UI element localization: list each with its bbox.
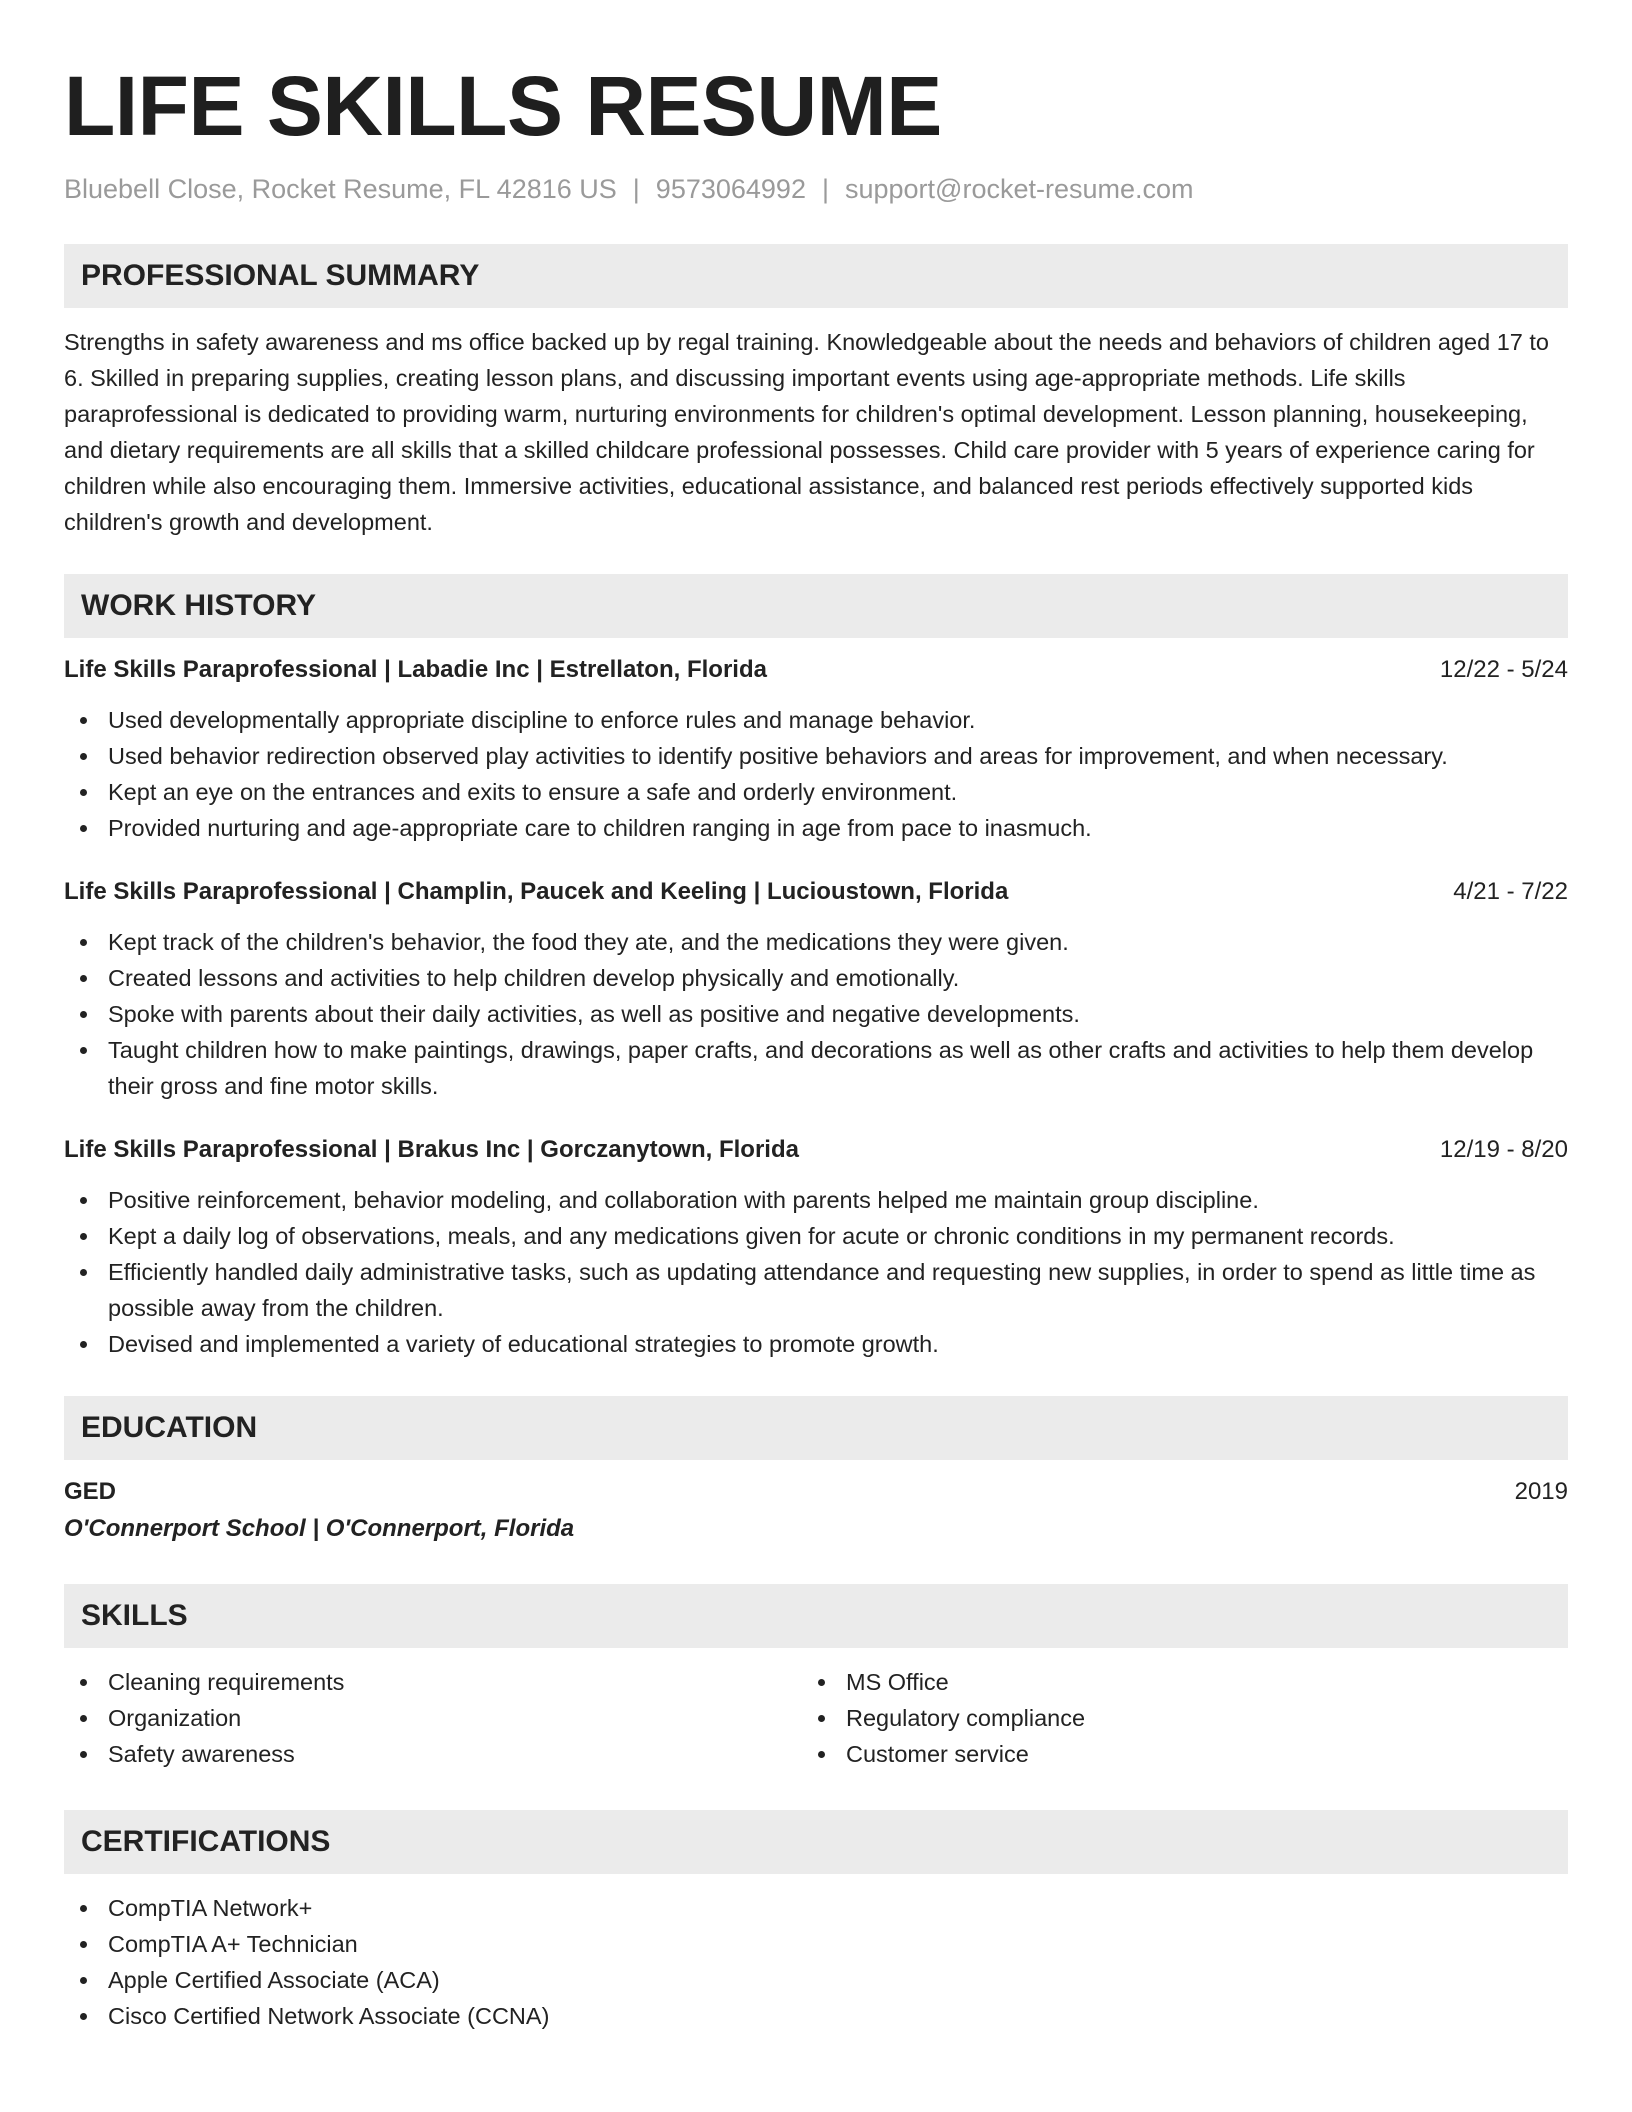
job-header (64, 874, 1568, 910)
contact-address: Bluebell Close, Rocket Resume, FL 42816 US (64, 174, 617, 204)
job-entry (64, 874, 1568, 1104)
job-title: Life Skills Paraprofessional | Labadie Inc | Estrellaton, Florida (64, 656, 767, 683)
job-title: Life Skills Paraprofessional | Brakus Inc | Gorczanytown, Florida (64, 1136, 799, 1163)
contact-email[interactable]: support@rocket-resume.com (844, 174, 1194, 204)
list-item: MS Office (802, 1664, 1540, 1700)
education-degree: GED (64, 1478, 117, 1505)
section-heading-education: EDUCATION (64, 1396, 1568, 1460)
list-item: Organization (64, 1700, 802, 1736)
job-header (64, 1132, 1568, 1168)
skills-list (64, 1650, 1568, 1772)
list-item: Cisco Certified Network Associate (CCNA) (64, 1998, 1568, 2034)
list-item: Apple Certified Associate (ACA) (64, 1962, 1568, 1998)
list-item: Taught children how to make paintings, drawings, paper crafts, and decorations as well as other crafts and activities to help them develop their gross and fine motor skills. (64, 1032, 1568, 1104)
list-item: Used behavior redirection observed play activities to identify positive behaviors and areas for improvement, and when necessary. (64, 738, 1568, 774)
section-heading-work-history: WORK HISTORY (64, 574, 1568, 638)
education-entry (64, 1474, 1568, 1548)
education-year: 2019 (1514, 1478, 1568, 1505)
job-bullet-list (64, 924, 1568, 1104)
job-header (64, 652, 1568, 688)
list-item: Safety awareness (64, 1736, 802, 1772)
list-item: Provided nurturing and age-appropriate care to children ranging in age from pace to inasmuch. (64, 810, 1568, 846)
list-item: Cleaning requirements (64, 1664, 802, 1700)
job-dates: 4/21 - 7/22 (1453, 878, 1568, 905)
skills-column-left (64, 1664, 802, 1772)
section-heading-summary: PROFESSIONAL SUMMARY (64, 244, 1568, 308)
skills-column-right (802, 1664, 1540, 1772)
section-heading-certifications: CERTIFICATIONS (64, 1810, 1568, 1874)
list-item: Spoke with parents about their daily activities, as well as positive and negative developments. (64, 996, 1568, 1032)
list-item: Customer service (802, 1736, 1540, 1772)
job-entry (64, 1132, 1568, 1362)
list-item: CompTIA A+ Technician (64, 1926, 1568, 1962)
section-heading-skills: SKILLS (64, 1584, 1568, 1648)
education-school: O'Connerport School | O'Connerport, Florida (64, 1515, 575, 1542)
contact-phone: 9573064992 (655, 174, 806, 204)
contact-line (64, 172, 1568, 206)
list-item: Kept a daily log of observations, meals, and any medications given for acute or chronic conditions in my permanent records. (64, 1218, 1568, 1254)
resume-title: LIFE SKILLS RESUME (64, 59, 942, 153)
list-item: Created lessons and activities to help children develop physically and emotionally. (64, 960, 1568, 996)
job-dates: 12/22 - 5/24 (1439, 656, 1568, 683)
job-title: Life Skills Paraprofessional | Champlin, Paucek and Keeling | Lucioustown, Florida (64, 878, 1009, 905)
contact-separator: | (821, 174, 829, 204)
list-item: Used developmentally appropriate discipline to enforce rules and manage behavior. (64, 702, 1568, 738)
education-header (64, 1474, 1568, 1510)
list-item: Regulatory compliance (802, 1700, 1540, 1736)
list-item: CompTIA Network+ (64, 1890, 1568, 1926)
job-dates: 12/19 - 8/20 (1439, 1136, 1568, 1163)
list-item: Efficiently handled daily administrative tasks, such as updating attendance and requesting new supplies, in order to spend as little time as possible away from the children. (64, 1254, 1568, 1326)
job-entry (64, 652, 1568, 846)
list-item: Kept track of the children's behavior, the food they ate, and the medications they were given. (64, 924, 1568, 960)
list-item: Devised and implemented a variety of educational strategies to promote growth. (64, 1326, 1568, 1362)
list-item: Kept an eye on the entrances and exits to ensure a safe and orderly environment. (64, 774, 1568, 810)
list-item: Positive reinforcement, behavior modeling, and collaboration with parents helped me maintain group discipline. (64, 1182, 1568, 1218)
job-bullet-list (64, 1182, 1568, 1362)
contact-separator: | (632, 174, 640, 204)
summary-text: Strengths in safety awareness and ms office backed up by regal training. Knowledgeable about the needs and behaviors of children aged 17 to 6. Skilled in preparing supplies, creating lesson plans, and discussing important events using age-appropriate methods. Life skills paraprofessional is dedicated to providing warm, nurturing environments for children's optimal development. Lesson planning, housekeeping, and dietary requirements are all skills that a skilled childcare professional possesses. Child care provider with 5 years of experience caring for children while also encouraging them. Immersive activities, educational assistance, and balanced rest periods effectively supported kids children's growth and development. (64, 329, 1549, 535)
certifications-list (64, 1890, 1568, 2034)
job-bullet-list (64, 702, 1568, 846)
